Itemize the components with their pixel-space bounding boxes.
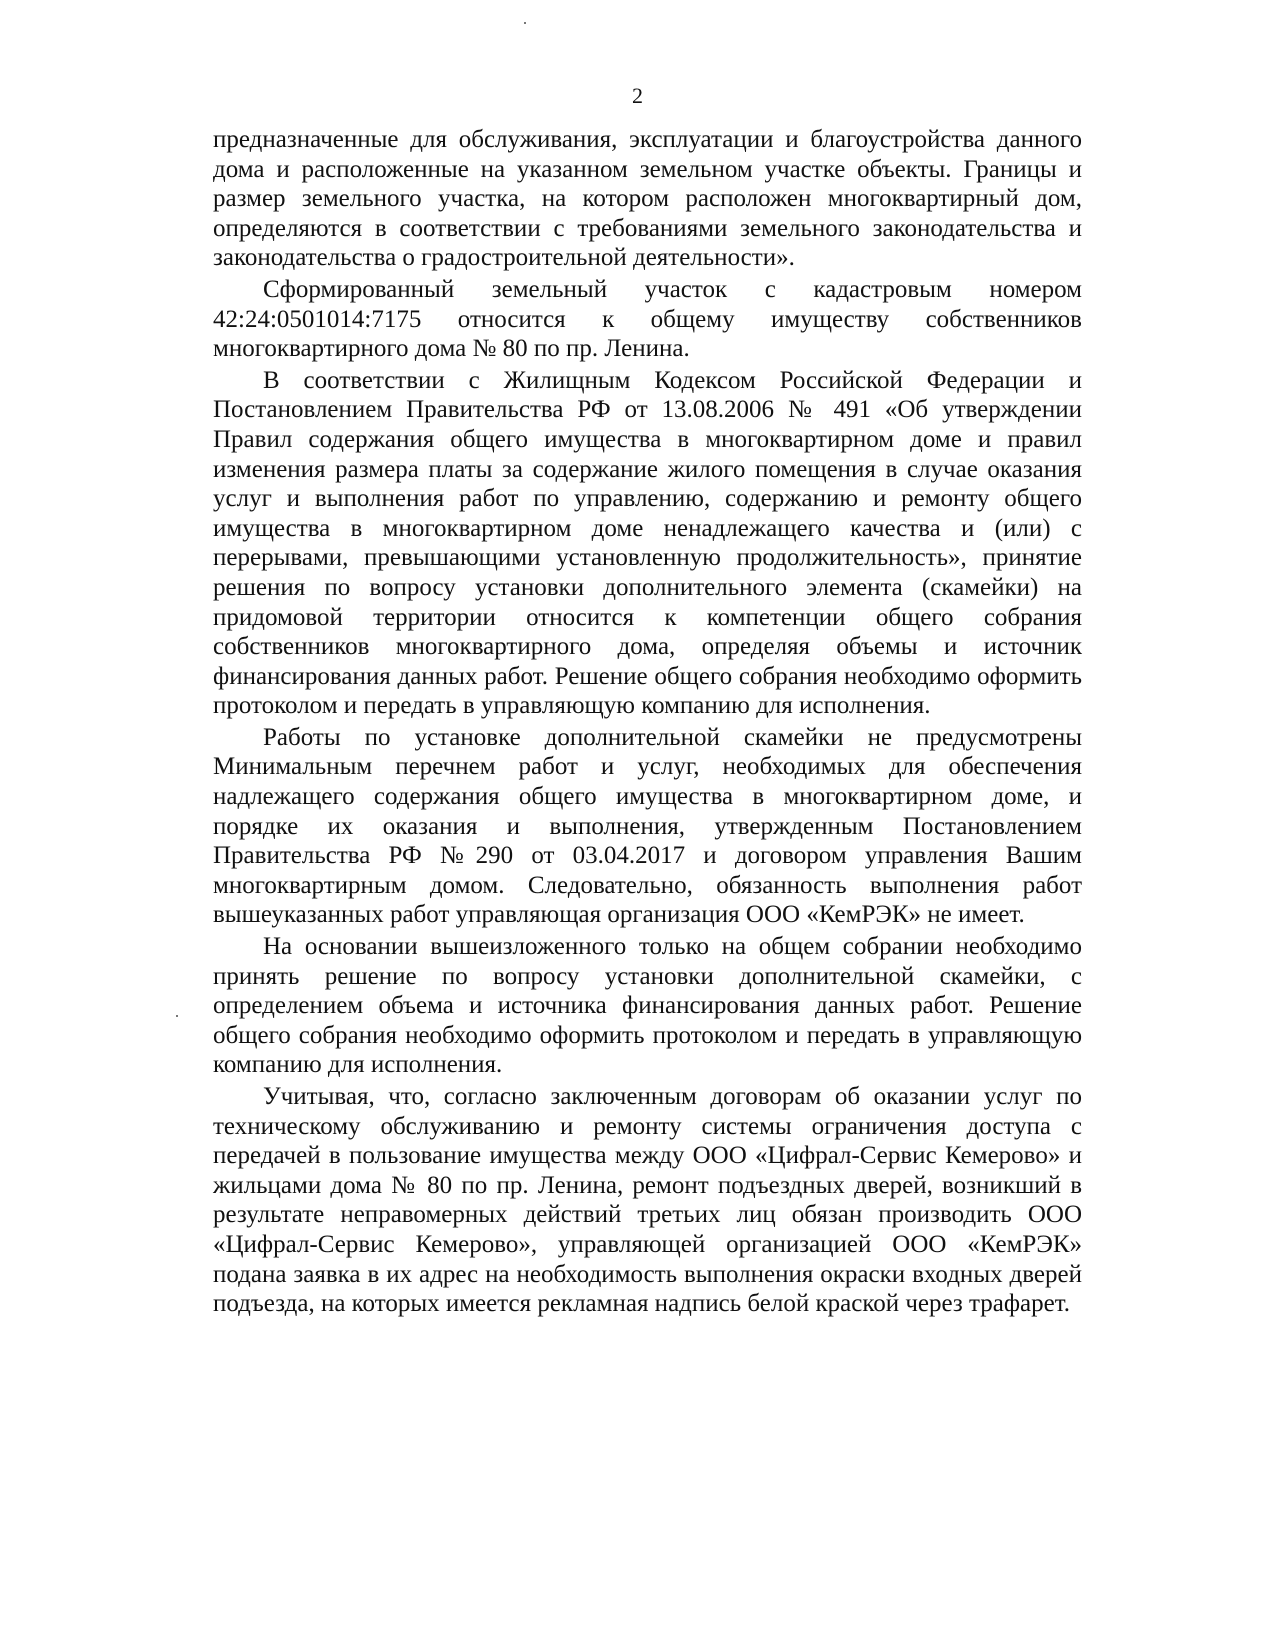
scan-artifact-dot bbox=[176, 1015, 178, 1017]
paragraph-door-repair: Учитывая, что, согласно заключенным договорам об оказании услуг по техническому обслуживанию и ремонту системы ограничения доступа с передачей в пользование имущества между ООО «Цифрал-Сервис Кемерово» и жильцами дома № 80 по пр. Ленина, ремонт подъездных дверей, возникший в результате неправомерных действий третьих лиц обязан производить ООО «Цифрал-Сервис Кемерово», управляющей организацией ООО «КемРЭК» подана заявка в их адрес на необходимость выполнения окраски входных дверей подъезда, на которых имеется рекламная надпись белой краской через трафарет. bbox=[213, 1083, 1082, 1318]
page-number: 2 bbox=[632, 83, 643, 108]
paragraph-continuation: предназначенные для обслуживания, эксплуатации и благоустройства данного дома и расположенные на указанном земельном участке объекты. Границы и размер земельного участка, на котором расположен многоквартирный дом, определяются в соответствии с требованиями земельного законодательства и законодательства о градостроительной деятельности». bbox=[213, 126, 1082, 272]
paragraph-housing-code: В соответствии с Жилищным Кодексом Российской Федерации и Постановлением Правительства РФ от 13.08.2006 № 491 «Об утверждении Правил содержания общего имущества в многоквартирном доме и правил изменения размера платы за содержание жилого помещения в случае оказания услуг и выполнения работ по управлению, содержанию и ремонту общего имущества в многоквартирном доме ненадлежащего качества и (или) с перерывами, превышающими установленную продолжительность», принятие решения по вопросу установки дополнительного элемента (скамейки) на придомовой территории относится к компетенции общего собрания собственников многоквартирного дома, определяя объемы и источник финансирования данных работ. Решение общего собрания необходимо оформить протоколом и передать в управляющую компанию для исполнения. bbox=[213, 366, 1082, 720]
paragraph-cadastral: Сформированный земельный участок с кадастровым номером 42:24:0501014:7175 относится к общему имуществу собственников многоквартирного дома № 80 по пр. Ленина. bbox=[213, 275, 1082, 363]
paragraph-minimal-list: Работы по установке дополнительной скамейки не предусмотрены Минимальным перечнем работ и услуг, необходимых для обеспечения надлежащего содержания общего имущества в многоквартирном доме, и порядке их оказания и выполнения, утвержденным Постановлением Правительства РФ №290 от 03.04.2017 и договором управления Вашим многоквартирным домом. Следовательно, обязанность выполнения работ вышеуказанных работ управляющая организация ООО «КемРЭК» не имеет. bbox=[213, 723, 1082, 929]
letter-body bbox=[213, 125, 1082, 1321]
paragraph-general-meeting: На основании вышеизложенного только на общем собрании необходимо принять решение по вопросу установки дополнительной скамейки, с определением объема и источника финансирования данных работ. Решение общего собрания необходимо оформить протоколом и передать в управляющую компанию для исполнения. bbox=[213, 933, 1082, 1079]
scan-artifact-dot bbox=[524, 22, 526, 24]
